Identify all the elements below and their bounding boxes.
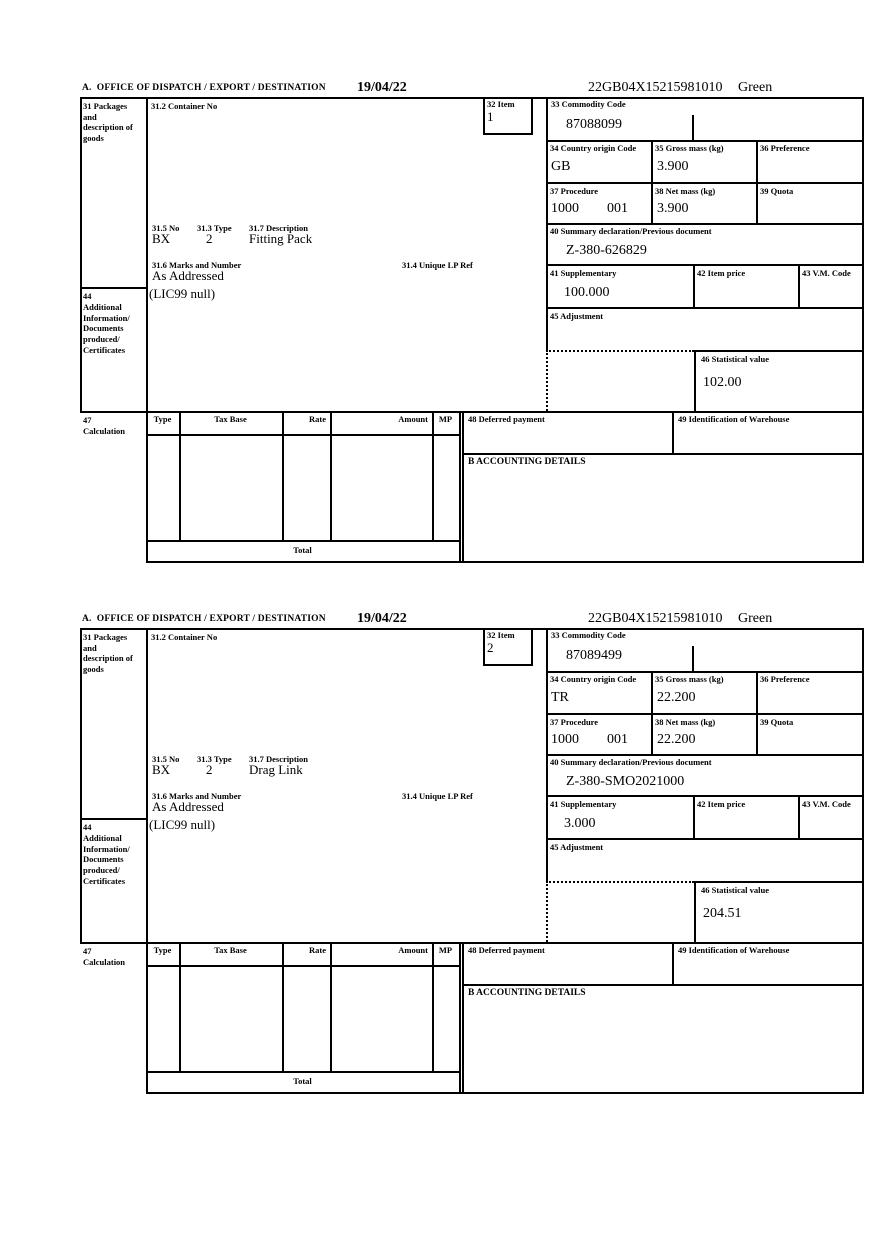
box31-5-label: 31.5 No	[152, 754, 180, 764]
accounting-details-label: B ACCOUNTING DETAILS	[468, 457, 586, 467]
divider	[546, 838, 864, 840]
divider	[146, 434, 461, 436]
box40-label: 40 Summary declaration/Previous document	[550, 757, 712, 767]
box48-label: 48 Deferred payment	[468, 414, 545, 424]
divider	[80, 628, 82, 942]
country-origin-code: GB	[551, 159, 571, 174]
divider	[694, 350, 864, 352]
packages-number: BX	[152, 762, 171, 777]
divider	[146, 965, 461, 967]
box31-7-label: 31.7 Description	[249, 223, 309, 233]
box42-label: 42 Item price	[697, 268, 746, 278]
calc-amount-header: Amount	[398, 945, 428, 955]
declaration-date: 19/04/22	[357, 611, 407, 626]
calc-total-label: Total	[293, 545, 312, 555]
box49-label: 49 Identification of Warehouse	[678, 945, 790, 955]
box44-number: 44	[83, 291, 92, 301]
divider	[546, 795, 864, 797]
dotted-divider	[546, 350, 548, 411]
box44-label: Additional Information/ Documents produced/ Certificates	[83, 302, 130, 355]
divider	[693, 795, 695, 838]
box45-label: 45 Adjustment	[550, 311, 604, 321]
route-status: Green	[738, 611, 773, 626]
box38-label: 38 Net mass (kg)	[655, 717, 716, 727]
calc-tax-base-header: Tax Base	[214, 414, 247, 424]
declaration-date: 19/04/22	[357, 80, 407, 95]
divider	[862, 628, 864, 1094]
divider	[546, 671, 864, 673]
summary-declaration: Z-380-626829	[566, 243, 647, 258]
packages-type: 2	[206, 231, 213, 246]
divider	[694, 881, 696, 942]
additional-information: (LIC99 null)	[149, 817, 216, 832]
box31-label: 31 Packages and description of goods	[83, 632, 133, 674]
divider	[692, 646, 694, 671]
statistical-value: 102.00	[703, 375, 742, 390]
box45-label: 45 Adjustment	[550, 842, 604, 852]
divider	[672, 942, 674, 986]
box31-label: 31 Packages and description of goods	[83, 101, 133, 143]
sad-item-block	[80, 611, 866, 1111]
divider	[651, 671, 653, 754]
box37-label: 37 Procedure	[550, 717, 599, 727]
divider	[80, 818, 146, 820]
divider	[432, 942, 434, 1071]
country-origin-code: TR	[551, 690, 569, 705]
divider	[546, 628, 548, 881]
dotted-divider	[546, 350, 694, 352]
divider	[693, 264, 695, 307]
dotted-divider	[546, 881, 694, 883]
divider	[546, 713, 864, 715]
divider	[146, 97, 148, 563]
box38-label: 38 Net mass (kg)	[655, 186, 716, 196]
box31-6-label: 31.6 Marks and Number	[152, 260, 242, 270]
box31-4-label: 31.4 Unique LP Ref	[402, 260, 473, 270]
box43-label: 43 V.M. Code	[802, 268, 851, 278]
divider	[798, 264, 800, 307]
divider	[483, 664, 533, 666]
box31-6-label: 31.6 Marks and Number	[152, 791, 242, 801]
commodity-code: 87089499	[566, 648, 622, 663]
supplementary-units: 100.000	[564, 285, 610, 300]
divider	[483, 97, 485, 133]
box31-2-label: 31.2 Container No	[151, 101, 218, 111]
box32-label: 32 Item	[487, 99, 515, 109]
divider	[462, 942, 464, 1094]
divider	[80, 287, 146, 289]
box37-label: 37 Procedure	[550, 186, 599, 196]
box31-3-label: 31.3 Type	[197, 223, 232, 233]
box35-label: 35 Gross mass (kg)	[655, 674, 724, 684]
divider	[862, 97, 864, 563]
office-of-dispatch-header: A. OFFICE OF DISPATCH / EXPORT / DESTINATION	[82, 83, 326, 93]
box49-label: 49 Identification of Warehouse	[678, 414, 790, 424]
divider	[756, 671, 758, 754]
box46-label: 46 Statistical value	[701, 354, 769, 364]
divider	[546, 97, 548, 350]
sad-item-block	[80, 80, 866, 580]
divider	[179, 411, 181, 540]
box43-label: 43 V.M. Code	[802, 799, 851, 809]
divider	[459, 411, 461, 563]
divider	[80, 411, 864, 413]
divider	[651, 140, 653, 223]
divider	[462, 984, 864, 986]
box36-label: 36 Preference	[760, 143, 810, 153]
divider	[546, 754, 864, 756]
box46-label: 46 Statistical value	[701, 885, 769, 895]
box33-label: 33 Commodity Code	[551, 630, 626, 640]
procedure-code: 1000	[551, 732, 579, 747]
net-mass: 3.900	[657, 201, 689, 216]
divider	[282, 942, 284, 1071]
box44-number: 44	[83, 822, 92, 832]
divider	[80, 97, 82, 411]
divider	[483, 133, 533, 135]
divider	[146, 1071, 461, 1073]
accounting-details-label: B ACCOUNTING DETAILS	[468, 988, 586, 998]
item-number: 2	[487, 640, 494, 655]
divider	[80, 628, 864, 630]
box39-label: 39 Quota	[760, 186, 794, 196]
goods-description: Drag Link	[249, 762, 303, 777]
calc-mp-header: MP	[438, 414, 453, 424]
procedure-code: 1000	[551, 201, 579, 216]
divider	[462, 411, 464, 563]
commodity-code: 87088099	[566, 117, 622, 132]
box41-label: 41 Supplementary	[550, 799, 617, 809]
divider	[546, 223, 864, 225]
box33-label: 33 Commodity Code	[551, 99, 626, 109]
packages-type: 2	[206, 762, 213, 777]
statistical-value: 204.51	[703, 906, 742, 921]
box35-label: 35 Gross mass (kg)	[655, 143, 724, 153]
declaration-reference: 22GB04X15215981010	[588, 611, 723, 626]
divider	[179, 942, 181, 1071]
divider	[756, 140, 758, 223]
divider	[546, 307, 864, 309]
box47-label: 47 Calculation	[83, 415, 126, 436]
divider	[694, 881, 864, 883]
form-grid	[80, 628, 864, 1094]
divider	[146, 540, 461, 542]
calc-amount-header: Amount	[398, 414, 428, 424]
procedure-code-2: 001	[607, 732, 628, 747]
divider	[282, 411, 284, 540]
supplementary-units: 3.000	[564, 816, 596, 831]
box32-label: 32 Item	[487, 630, 515, 640]
box31-5-label: 31.5 No	[152, 223, 180, 233]
calc-tax-base-header: Tax Base	[214, 945, 247, 955]
declaration-reference: 22GB04X15215981010	[588, 80, 723, 95]
divider	[459, 942, 461, 1094]
box44-label: Additional Information/ Documents produced/ Certificates	[83, 833, 130, 886]
divider	[531, 97, 533, 135]
box34-label: 34 Country origin Code	[550, 674, 637, 684]
box31-3-label: 31.3 Type	[197, 754, 232, 764]
divider	[694, 350, 696, 411]
procedure-code-2: 001	[607, 201, 628, 216]
divider	[146, 628, 148, 1094]
item-number: 1	[487, 109, 494, 124]
divider	[692, 115, 694, 140]
divider	[531, 628, 533, 666]
marks-and-number: As Addressed	[152, 799, 224, 814]
office-of-dispatch-header: A. OFFICE OF DISPATCH / EXPORT / DESTINATION	[82, 614, 326, 624]
box34-label: 34 Country origin Code	[550, 143, 637, 153]
dotted-divider	[546, 881, 548, 942]
box48-label: 48 Deferred payment	[468, 945, 545, 955]
divider	[462, 453, 864, 455]
box36-label: 36 Preference	[760, 674, 810, 684]
calc-total-label: Total	[293, 1076, 312, 1086]
divider	[483, 628, 485, 664]
divider	[146, 561, 864, 563]
divider	[330, 942, 332, 1071]
route-status: Green	[738, 80, 773, 95]
divider	[330, 411, 332, 540]
divider	[672, 411, 674, 455]
divider	[80, 942, 864, 944]
calc-mp-header: MP	[438, 945, 453, 955]
box39-label: 39 Quota	[760, 717, 794, 727]
calc-rate-header: Rate	[309, 945, 326, 955]
divider	[546, 182, 864, 184]
box40-label: 40 Summary declaration/Previous document	[550, 226, 712, 236]
marks-and-number: As Addressed	[152, 268, 224, 283]
net-mass: 22.200	[657, 732, 696, 747]
divider	[146, 1092, 864, 1094]
box41-label: 41 Supplementary	[550, 268, 617, 278]
calc-type-header: Type	[153, 414, 172, 424]
divider	[80, 97, 864, 99]
box31-7-label: 31.7 Description	[249, 754, 309, 764]
gross-mass: 3.900	[657, 159, 689, 174]
divider	[432, 411, 434, 540]
box31-4-label: 31.4 Unique LP Ref	[402, 791, 473, 801]
calc-type-header: Type	[153, 945, 172, 955]
packages-number: BX	[152, 231, 171, 246]
box31-2-label: 31.2 Container No	[151, 632, 218, 642]
additional-information: (LIC99 null)	[149, 286, 216, 301]
divider	[798, 795, 800, 838]
summary-declaration: Z-380-SMO2021000	[566, 774, 685, 789]
box47-label: 47 Calculation	[83, 946, 126, 967]
box42-label: 42 Item price	[697, 799, 746, 809]
divider	[546, 140, 864, 142]
divider	[546, 264, 864, 266]
goods-description: Fitting Pack	[249, 231, 313, 246]
calc-rate-header: Rate	[309, 414, 326, 424]
form-grid	[80, 97, 864, 563]
gross-mass: 22.200	[657, 690, 696, 705]
